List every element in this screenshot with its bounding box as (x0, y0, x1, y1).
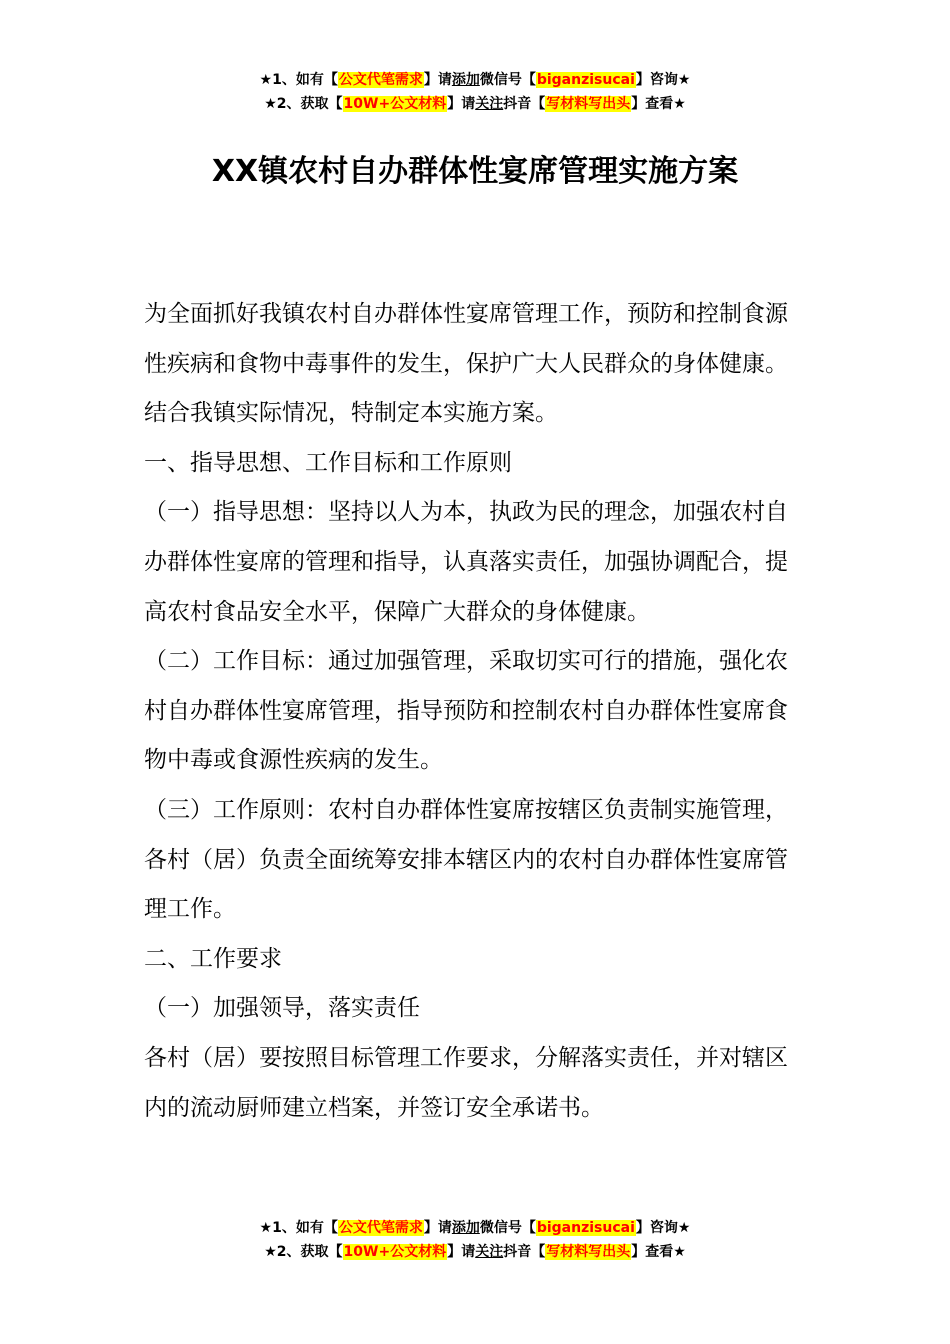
promo-banner-bottom (0, 1216, 950, 1264)
star-icon: ★ (673, 96, 686, 112)
star-icon: ★ (677, 72, 691, 88)
promo-highlight: biganzisucai (536, 1220, 635, 1236)
promo-line-1 (0, 68, 950, 92)
promo-line-1 (0, 1216, 950, 1240)
promo-text: 2、获取【 (276, 96, 343, 112)
heading-section-2: 二、工作要求 (144, 945, 282, 972)
promo-highlight: 公文代笔需求 (338, 1220, 423, 1236)
promo-line-2 (0, 92, 950, 116)
promo-underlined: 添加 (451, 72, 480, 88)
promo-highlight: 10W+公文材料 (343, 1244, 447, 1260)
promo-banner-top (0, 68, 950, 116)
promo-text: 】请 (423, 1220, 452, 1236)
promo-text: 】查看 (631, 1244, 674, 1260)
promo-text: 1、如有【 (272, 1220, 338, 1236)
promo-highlight: 10W+公文材料 (343, 96, 447, 112)
promo-text: 】查看 (631, 96, 674, 112)
star-icon: ★ (677, 1220, 691, 1236)
paragraph-responsibility: 各村（居）要按照目标管理工作要求，分解落实责任，并对辖区内的流动厨师建立档案，并签订安全承诺书。 (144, 1044, 788, 1121)
heading-section-1: 一、指导思想、工作目标和工作原则 (144, 449, 512, 476)
promo-text: 抖音【 (503, 96, 546, 112)
star-icon: ★ (259, 1220, 273, 1236)
promo-underlined: 添加 (451, 1220, 480, 1236)
promo-highlight: 写材料写出头 (546, 96, 631, 112)
promo-text: 微信号【 (479, 72, 536, 88)
star-icon: ★ (259, 72, 273, 88)
promo-line-2 (0, 1240, 950, 1264)
star-icon: ★ (264, 96, 277, 112)
promo-text: 抖音【 (503, 1244, 546, 1260)
paragraph-work-principle: （三）工作原则：农村自办群体性宴席按辖区负责制实施管理，各村（居）负责全面统筹安排本辖区内的农村自办群体性宴席管理工作。 (144, 796, 788, 923)
paragraph-guiding-ideology: （一）指导思想：坚持以人为本，执政为民的理念，加强农村自办群体性宴席的管理和指导，认真落实责任，加强协调配合，提高农村食品安全水平，保障广大群众的身体健康。 (144, 499, 788, 625)
document-title: XX镇农村自办群体性宴席管理实施方案 (211, 154, 739, 189)
promo-text: 】咨询 (635, 72, 678, 88)
promo-underlined: 关注 (475, 1244, 504, 1260)
promo-text: 】咨询 (635, 1220, 678, 1236)
promo-text: 1、如有【 (272, 72, 338, 88)
promo-highlight: 公文代笔需求 (338, 72, 423, 88)
paragraph-intro: 为全面抓好我镇农村自办群体性宴席管理工作，预防和控制食源性疾病和食物中毒事件的发生，保护广大人民群众的身体健康。结合我镇实际情况，特制定本实施方案。 (144, 301, 788, 427)
subheading-leadership: （一）加强领导，落实责任 (144, 995, 420, 1022)
promo-highlight: biganzisucai (536, 72, 635, 88)
star-icon: ★ (673, 1244, 686, 1260)
promo-text: 微信号【 (479, 1220, 536, 1236)
star-icon: ★ (264, 1244, 277, 1260)
paragraph-work-goal: （二）工作目标：通过加强管理，采取切实可行的措施，强化农村自办群体性宴席管理，指导预防和控制农村自办群体性宴席食物中毒或食源性疾病的发生。 (144, 648, 788, 774)
promo-highlight: 写材料写出头 (546, 1244, 631, 1260)
promo-text: 2、获取【 (276, 1244, 343, 1260)
promo-text: 】请 (447, 1244, 476, 1260)
promo-underlined: 关注 (475, 96, 504, 112)
promo-text: 】请 (447, 96, 476, 112)
document-body (144, 290, 808, 1133)
promo-text: 】请 (423, 72, 452, 88)
